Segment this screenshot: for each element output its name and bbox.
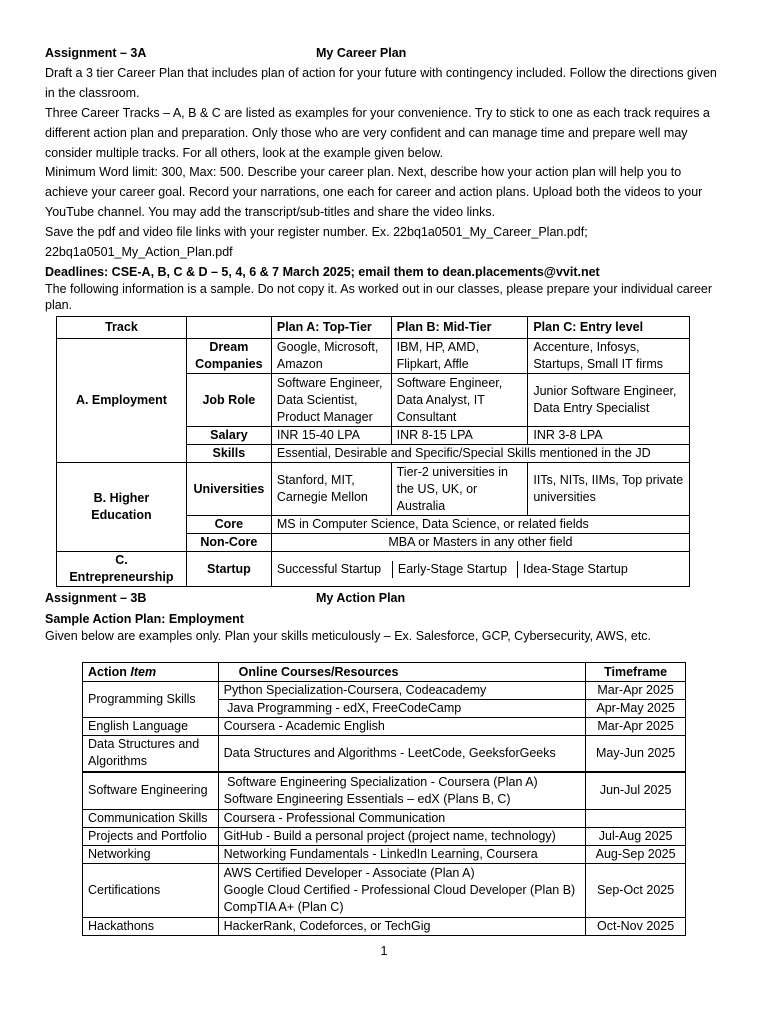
cert-comptia: CompTIA A+ (Plan C)	[223, 900, 344, 914]
se-timeframe: Jun-Jul 2025	[586, 772, 686, 810]
row-networking	[83, 846, 686, 864]
action-table-header-row	[83, 663, 686, 682]
uni-plan-a: Stanford, MIT, Carnegie Mellon	[271, 463, 391, 516]
communication-course: Coursera - Professional Communication	[218, 810, 586, 828]
item-certifications: Certifications	[83, 864, 219, 918]
dream-plan-b: IBM, HP, AMD, Flipkart, Affle	[391, 339, 528, 374]
sample-note-paragraph: The following information is a sample. Do not copy it. As worked out in our classes, please prepare your individual career plan.	[45, 282, 713, 312]
career-plan-table	[56, 316, 690, 587]
header-action-item	[83, 663, 219, 682]
job-plan-c: Junior Software Engineer, Data Entry Specialist	[528, 374, 690, 427]
row-python	[83, 682, 686, 700]
track-entrepreneurship: C. Entrepreneurship	[57, 552, 187, 587]
item-networking: Networking	[83, 846, 219, 864]
row-dsa	[83, 736, 686, 772]
page-number: 1	[380, 944, 388, 958]
startup-plans-cell	[271, 552, 689, 587]
label-job-role: Job Role	[186, 374, 271, 427]
python-timeframe: Mar-Apr 2025	[586, 682, 686, 700]
career-plan-title: My Career Plan	[316, 46, 407, 60]
label-skills: Skills	[186, 445, 271, 463]
row-communication	[83, 810, 686, 828]
deadlines-paragraph: Deadlines: CSE-A, B, C & D – 5, 4, 6 & 7 March 2025; email them to dean.placements@vvit.net	[45, 265, 600, 279]
item-english-language: English Language	[83, 718, 219, 736]
dsa-course: Data Structures and Algorithms - LeetCode, GeeksforGeeks	[218, 736, 586, 772]
job-plan-b: Software Engineer, Data Analyst, IT Consultant	[391, 374, 528, 427]
networking-course: Networking Fundamentals - LinkedIn Learning, Coursera	[218, 846, 586, 864]
certification-courses	[218, 864, 586, 918]
row-universities	[57, 463, 690, 516]
uni-plan-b: Tier-2 universities in the US, UK, or Australia	[391, 463, 528, 516]
track-higher-education: B. Higher Education	[57, 463, 187, 552]
label-dream-companies: Dream Companies	[186, 339, 271, 374]
header-timeframe: Timeframe	[586, 663, 686, 682]
python-course: Python Specialization-Coursera, Codeacademy	[218, 682, 586, 700]
label-non-core: Non-Core	[186, 534, 271, 552]
se-course-1: Software Engineering Specialization - Coursera (Plan A)	[223, 774, 538, 789]
header-plan-a: Plan A: Top-Tier	[271, 317, 391, 339]
word-limit-paragraph: Minimum Word limit: 300, Max: 500. Describe your career plan. Next, describe how your action plan will help you to achieve your career goal. Record your narrations, one each for career and action plans. Upload both the videos to your YouTube channel. You may add the transcript/sub-titles and share the video links.	[45, 165, 703, 219]
header-track: Track	[57, 317, 187, 339]
startup-plan-a: Successful Startup	[276, 561, 382, 576]
row-software-engineering	[83, 772, 686, 810]
header-action-word: Action	[88, 664, 131, 679]
assignment-3b-header	[45, 591, 405, 605]
action-plan-note: Given below are examples only. Plan your skills meticulously – Ex. Salesforce, GCP, Cybersecurity, AWS, etc.	[45, 629, 652, 643]
track-employment: A. Employment	[57, 339, 187, 463]
hackathons-course: HackerRank, Codeforces, or TechGig	[218, 918, 586, 936]
row-startup	[57, 552, 690, 587]
projects-timeframe: Jul-Aug 2025	[586, 828, 686, 846]
skills-all-plans: Essential, Desirable and Specific/Special Skills mentioned in the JD	[271, 445, 689, 463]
header-plan-c: Plan C: Entry level	[528, 317, 690, 339]
label-universities: Universities	[186, 463, 271, 516]
salary-plan-c: INR 3-8 LPA	[528, 427, 690, 445]
label-startup: Startup	[186, 552, 271, 587]
dream-plan-c: Accenture, Infosys, Startups, Small IT firms	[528, 339, 690, 374]
networking-timeframe: Aug-Sep 2025	[586, 846, 686, 864]
item-software-engineering: Software Engineering	[83, 772, 219, 810]
action-plan-subtitle: Sample Action Plan: Employment	[45, 612, 244, 626]
cert-google-cloud: Google Cloud Certified - Professional Cloud Developer (Plan B)	[223, 883, 576, 897]
salary-plan-a: INR 15-40 LPA	[271, 427, 391, 445]
salary-plan-b: INR 8-15 LPA	[391, 427, 528, 445]
item-dsa: Data Structures and Algorithms	[83, 736, 219, 772]
row-english	[83, 718, 686, 736]
english-timeframe: Mar-Apr 2025	[586, 718, 686, 736]
row-dream-companies	[57, 339, 690, 374]
startup-plan-c: Idea-Stage Startup	[517, 561, 628, 578]
se-courses	[218, 772, 586, 810]
row-projects	[83, 828, 686, 846]
english-course: Coursera - Academic English	[218, 718, 586, 736]
item-projects-portfolio: Projects and Portfolio	[83, 828, 219, 846]
item-programming-skills: Programming Skills	[83, 682, 219, 718]
row-certifications	[83, 864, 686, 918]
header-courses: Online Courses/Resources	[218, 663, 586, 682]
label-salary: Salary	[186, 427, 271, 445]
core-all-plans: MS in Computer Science, Data Science, or related fields	[271, 516, 689, 534]
hackathons-timeframe: Oct-Nov 2025	[586, 918, 686, 936]
action-plan-table	[82, 662, 686, 936]
label-core: Core	[186, 516, 271, 534]
assignment-3a-header	[45, 46, 406, 60]
dsa-timeframe: May-Jun 2025	[586, 736, 686, 772]
filename-paragraph: Save the pdf and video file links with your register number. Ex. 22bq1a0501_My_Career_Plan.pdf; 22bq1a0501_My_Action_Plan.pdf	[45, 225, 588, 259]
item-communication-skills: Communication Skills	[83, 810, 219, 828]
career-table-header-row	[57, 317, 690, 339]
dream-plan-a: Google, Microsoft, Amazon	[271, 339, 391, 374]
assignment-3b-label: Assignment – 3B	[45, 591, 147, 605]
noncore-all-plans: MBA or Masters in any other field	[271, 534, 689, 552]
startup-plans-row	[272, 561, 689, 578]
java-course: Java Programming - edX, FreeCodeCamp	[218, 700, 586, 718]
header-empty	[186, 317, 271, 339]
se-course-2: Software Engineering Essentials – edX (Plans B, C)	[223, 791, 511, 806]
uni-plan-c: IITs, NITs, IIMs, Top private universities	[528, 463, 690, 516]
item-hackathons: Hackathons	[83, 918, 219, 936]
cert-aws: AWS Certified Developer - Associate (Plan A)	[223, 866, 475, 880]
assignment-3a-label: Assignment – 3A	[45, 46, 147, 60]
java-timeframe: Apr-May 2025	[586, 700, 686, 718]
communication-timeframe	[586, 810, 686, 828]
startup-plan-b: Early-Stage Startup	[392, 561, 517, 578]
intro-paragraph: Draft a 3 tier Career Plan that includes plan of action for your future with contingency included. Follow the directions given in the classroom.	[45, 66, 717, 100]
row-hackathons	[83, 918, 686, 936]
job-plan-a: Software Engineer, Data Scientist, Product Manager	[271, 374, 391, 427]
projects-course: GitHub - Build a personal project (project name, technology)	[218, 828, 586, 846]
tracks-paragraph: Three Career Tracks – A, B & C are listed as examples for your convenience. Try to stick to one as each track requires a different action plan and preparation. Only those who are very confident and can manage time and prepare well may consider multiple tracks. For all others, look at the example given below.	[45, 106, 710, 160]
header-item-word: Item	[130, 664, 157, 679]
certifications-timeframe: Sep-Oct 2025	[586, 864, 686, 918]
header-plan-b: Plan B: Mid-Tier	[391, 317, 528, 339]
action-plan-title: My Action Plan	[316, 591, 406, 605]
